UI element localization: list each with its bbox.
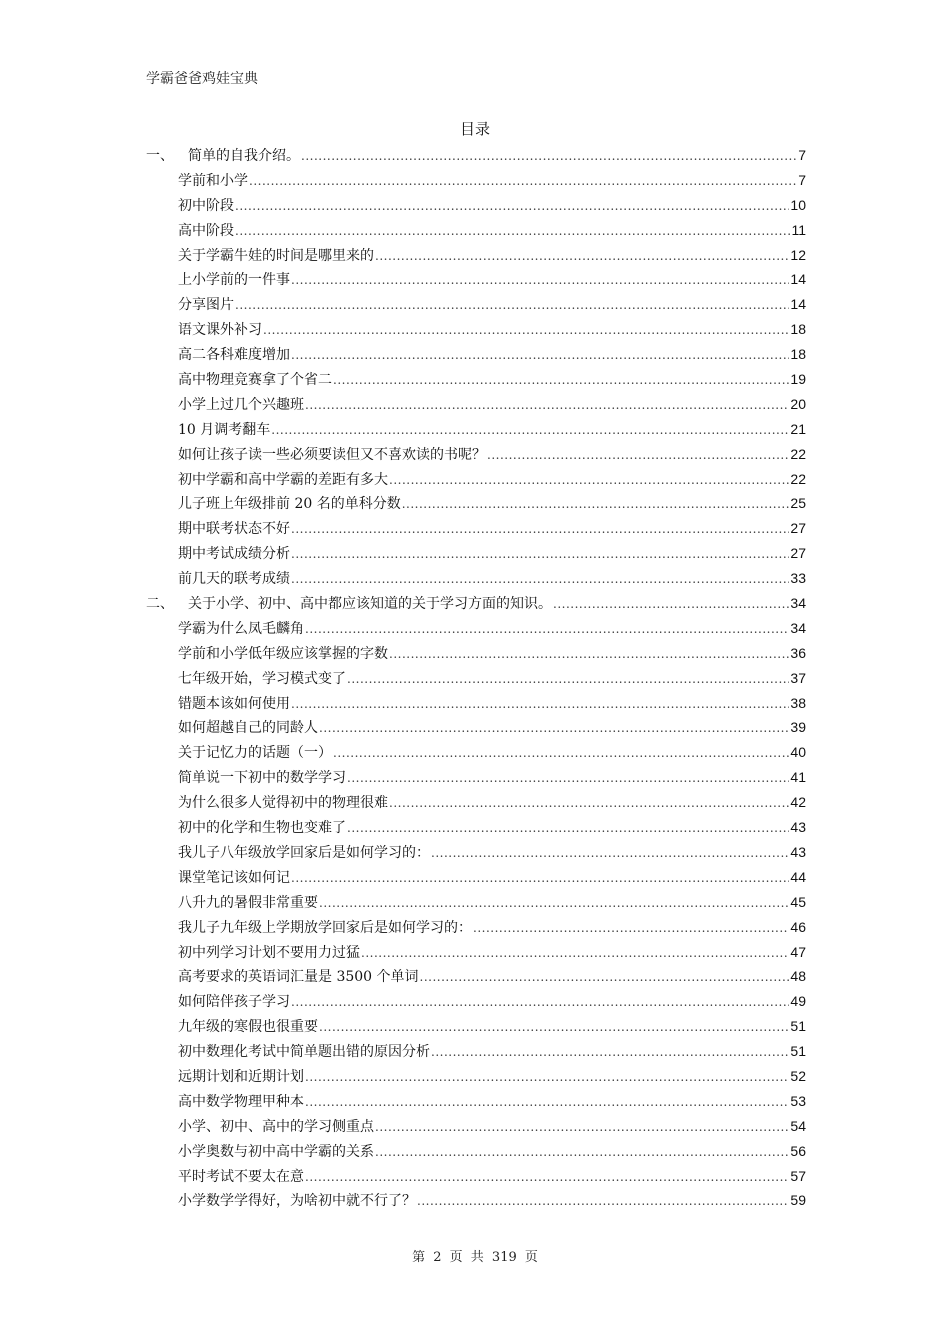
toc-entry[interactable] [146, 964, 806, 989]
toc-entry[interactable] [146, 491, 806, 516]
toc-entry[interactable] [146, 1164, 806, 1189]
toc-page-number: 37 [790, 669, 806, 686]
toc-entry-title: 我儿子八年级放学回家后是如何学习的： [178, 844, 430, 861]
toc-dot-leader [431, 1040, 789, 1065]
toc-dot-leader [305, 1090, 789, 1115]
toc-entry-title: 远期计划和近期计划 [178, 1068, 304, 1085]
toc-page-number: 33 [790, 570, 806, 587]
toc-entry-title: 儿子班上年级排前 20 名的单科分数 [178, 496, 401, 513]
toc-page-number: 14 [790, 296, 806, 313]
toc-page-number: 21 [790, 420, 806, 437]
toc-entry[interactable] [146, 342, 806, 367]
toc-entry-title: 为什么很多人觉得初中的物理很难 [178, 795, 388, 812]
toc-page-number: 59 [790, 1192, 806, 1209]
toc-page-number: 41 [790, 769, 806, 786]
toc-page-number: 43 [790, 819, 806, 836]
toc-page-number: 19 [790, 371, 806, 388]
toc-dot-leader [389, 642, 789, 667]
toc-entry-title: 平时考试不要太在意 [178, 1168, 304, 1185]
toc-dot-leader [420, 965, 790, 990]
toc-page-number: 46 [790, 918, 806, 935]
toc-dot-leader [263, 318, 789, 343]
toc-entry[interactable] [146, 218, 806, 243]
page-footer: 第 2 页 共 319 页 [412, 1250, 538, 1265]
toc-page-number: 11 [791, 221, 806, 238]
toc-page-number: 49 [790, 993, 806, 1010]
toc-dot-leader [291, 542, 789, 567]
toc-page-number: 40 [790, 744, 806, 761]
toc-page-number: 12 [790, 246, 806, 263]
toc-entry-title: 小学、初中、高中的学习侧重点 [178, 1118, 374, 1135]
toc-entry-title: 高考要求的英语词汇量是 3500 个单词 [178, 969, 419, 986]
toc-entry-title: 10 月调考翻车 [178, 421, 271, 438]
toc-dot-leader [271, 418, 789, 443]
toc-entry-title: 简单说一下初中的数学学习 [178, 770, 346, 787]
toc-dot-leader [319, 1015, 789, 1040]
toc-page-number: 27 [790, 520, 806, 537]
toc-page-number: 27 [790, 545, 806, 562]
toc-dot-leader [389, 468, 789, 493]
table-of-contents [146, 143, 806, 1213]
toc-entry-title: 学前和小学 [178, 172, 248, 189]
toc-page-number: 7 [798, 171, 806, 188]
toc-entry[interactable] [146, 541, 806, 566]
toc-entry[interactable] [146, 1139, 806, 1164]
toc-page-number: 18 [790, 346, 806, 363]
toc-dot-leader [291, 692, 789, 717]
toc-entry-title: 期中考试成绩分析 [178, 546, 290, 563]
toc-entry[interactable] [146, 516, 806, 541]
toc-entry[interactable] [146, 940, 806, 965]
toc-entry-title: 初中数理化考试中简单题出错的原因分析 [178, 1044, 430, 1061]
toc-page-number: 18 [790, 321, 806, 338]
toc-entry[interactable] [146, 740, 806, 765]
toc-page-number: 22 [790, 445, 806, 462]
toc-dot-leader [305, 1065, 789, 1090]
toc-entry-title: 高中阶段 [178, 222, 234, 239]
toc-page-number: 34 [790, 595, 806, 612]
toc-entry-title: 高中数学物理甲种本 [178, 1093, 304, 1110]
toc-page-number: 44 [790, 868, 806, 885]
toc-dot-leader [389, 791, 789, 816]
toc-entry-title: 初中列学习计划不要用力过猛 [178, 944, 360, 961]
toc-entry-title: 如何让孩子读一些必须要读但又不喜欢读的书呢？ [178, 446, 486, 463]
toc-dot-leader [305, 1165, 789, 1190]
toc-entry[interactable] [146, 168, 806, 193]
toc-entry[interactable] [146, 417, 806, 442]
toc-section-number: 二、 [146, 596, 174, 613]
toc-entry-title: 小学奥数与初中高中学霸的关系 [178, 1143, 374, 1160]
toc-entry[interactable] [146, 193, 806, 218]
toc-dot-leader [333, 368, 789, 393]
toc-entry[interactable] [146, 890, 806, 915]
toc-entry[interactable] [146, 989, 806, 1014]
toc-entry[interactable] [146, 641, 806, 666]
toc-entry-title: 初中学霸和高中学霸的差距有多大 [178, 471, 388, 488]
toc-page-number: 51 [790, 1043, 806, 1060]
toc-entry[interactable] [146, 865, 806, 890]
toc-page-number: 48 [790, 968, 806, 985]
toc-page-number: 56 [790, 1142, 806, 1159]
toc-dot-leader [301, 144, 797, 169]
toc-dot-leader [235, 293, 789, 318]
toc-entry[interactable] [146, 616, 806, 641]
toc-section-entry[interactable] [146, 591, 806, 616]
toc-entry-title: 初中阶段 [178, 197, 234, 214]
toc-entry[interactable] [146, 1014, 806, 1039]
running-header: 学霸爸爸鸡娃宝典 [146, 71, 258, 87]
toc-dot-leader [375, 1140, 789, 1165]
toc-dot-leader [333, 741, 789, 766]
toc-page-number: 7 [798, 147, 806, 163]
toc-entry[interactable] [146, 392, 806, 417]
toc-dot-leader [235, 194, 789, 219]
toc-entry[interactable] [146, 1188, 806, 1213]
toc-entry[interactable] [146, 790, 806, 815]
toc-entry-title: 七年级开始，学习模式变了 [178, 670, 346, 687]
toc-page-number: 39 [790, 719, 806, 736]
toc-dot-leader [553, 592, 789, 617]
toc-page-number: 14 [790, 271, 806, 288]
toc-dot-leader [487, 443, 789, 468]
toc-entry-title: 八升九的暑假非常重要 [178, 894, 318, 911]
toc-entry[interactable] [146, 1089, 806, 1114]
toc-entry-title: 高二各科难度增加 [178, 347, 290, 364]
toc-page-number: 25 [790, 495, 806, 512]
toc-entry-title: 学前和小学低年级应该掌握的字数 [178, 645, 388, 662]
toc-entry-title: 期中联考状态不好 [178, 521, 290, 538]
toc-entry-title: 前几天的联考成绩 [178, 571, 290, 588]
toc-page-number: 20 [790, 395, 806, 412]
toc-entry[interactable] [146, 566, 806, 591]
toc-dot-leader [431, 841, 789, 866]
toc-dot-leader [249, 169, 797, 194]
toc-entry[interactable] [146, 243, 806, 268]
toc-entry-title: 小学数学学得好，为啥初中就不行了？ [178, 1193, 416, 1210]
toc-entry-title: 简单的自我介绍。 [188, 148, 300, 164]
toc-page-number: 51 [790, 1018, 806, 1035]
toc-page-number: 34 [790, 619, 806, 636]
toc-dot-leader [305, 617, 789, 642]
toc-dot-leader [347, 667, 789, 692]
toc-entry[interactable] [146, 467, 806, 492]
toc-entry-title: 语文课外补习 [178, 322, 262, 339]
toc-entry[interactable] [146, 715, 806, 740]
toc-entry-title: 如何陪伴孩子学习 [178, 994, 290, 1011]
toc-entry-title: 学霸为什么凤毛麟角 [178, 620, 304, 637]
toc-entry[interactable] [146, 442, 806, 467]
toc-page-number: 22 [790, 470, 806, 487]
toc-entry[interactable] [146, 292, 806, 317]
toc-entry[interactable] [146, 1064, 806, 1089]
toc-dot-leader [375, 1115, 789, 1140]
toc-page-number: 53 [790, 1092, 806, 1109]
toc-dot-leader [347, 816, 789, 841]
toc-dot-leader [402, 492, 790, 517]
toc-entry[interactable] [146, 666, 806, 691]
toc-page-number: 10 [790, 196, 806, 213]
toc-page-number: 38 [790, 694, 806, 711]
toc-dot-leader [291, 268, 789, 293]
toc-entry[interactable] [146, 765, 806, 790]
toc-page-number: 45 [790, 893, 806, 910]
toc-dot-leader [375, 244, 789, 269]
toc-dot-leader [291, 517, 789, 542]
toc-entry[interactable] [146, 915, 806, 940]
toc-entry[interactable] [146, 367, 806, 392]
toc-page-number: 36 [790, 644, 806, 661]
toc-entry[interactable] [146, 267, 806, 292]
toc-dot-leader [291, 567, 789, 592]
toc-dot-leader [319, 716, 789, 741]
toc-dot-leader [347, 766, 789, 791]
toc-page-number: 47 [790, 943, 806, 960]
toc-entry-title: 错题本该如何使用 [178, 695, 290, 712]
toc-page-number: 54 [790, 1117, 806, 1134]
toc-entry-title: 我儿子九年级上学期放学回家后是如何学习的： [178, 919, 472, 936]
toc-page-number: 57 [790, 1167, 806, 1184]
toc-dot-leader [417, 1189, 789, 1214]
toc-entry[interactable] [146, 1039, 806, 1064]
toc-entry-title: 关于学霸牛娃的时间是哪里来的 [178, 247, 374, 264]
toc-entry-title: 课堂笔记该如何记 [178, 869, 290, 886]
toc-dot-leader [291, 343, 789, 368]
toc-page-number: 42 [790, 794, 806, 811]
toc-section-entry[interactable] [146, 143, 806, 168]
toc-entry[interactable] [146, 840, 806, 865]
toc-entry-title: 小学上过几个兴趣班 [178, 396, 304, 413]
toc-entry-title: 初中的化学和生物也变难了 [178, 820, 346, 837]
toc-page-number: 43 [790, 843, 806, 860]
toc-entry-title: 高中物理竞赛拿了个省二 [178, 372, 332, 389]
toc-entry-title: 如何超越自己的同龄人 [178, 720, 318, 737]
toc-dot-leader [319, 891, 789, 916]
toc-dot-leader [235, 219, 790, 244]
toc-entry[interactable] [146, 317, 806, 342]
toc-entry-title: 上小学前的一件事 [178, 272, 290, 289]
toc-title: 目录 [459, 120, 490, 138]
toc-dot-leader [361, 941, 789, 966]
toc-dot-leader [473, 916, 789, 941]
toc-entry[interactable] [146, 691, 806, 716]
toc-page-number: 52 [790, 1067, 806, 1084]
toc-dot-leader [291, 866, 789, 891]
toc-entry-title: 分享图片 [178, 297, 234, 314]
toc-dot-leader [305, 393, 789, 418]
toc-entry[interactable] [146, 815, 806, 840]
toc-entry[interactable] [146, 1114, 806, 1139]
toc-entry-title: 关于小学、初中、高中都应该知道的关于学习方面的知识。 [188, 596, 552, 613]
toc-entry-title: 关于记忆力的话题（一） [178, 745, 332, 762]
toc-entry-title: 九年级的寒假也很重要 [178, 1019, 318, 1036]
toc-dot-leader [291, 990, 789, 1015]
toc-section-number: 一、 [146, 148, 174, 164]
